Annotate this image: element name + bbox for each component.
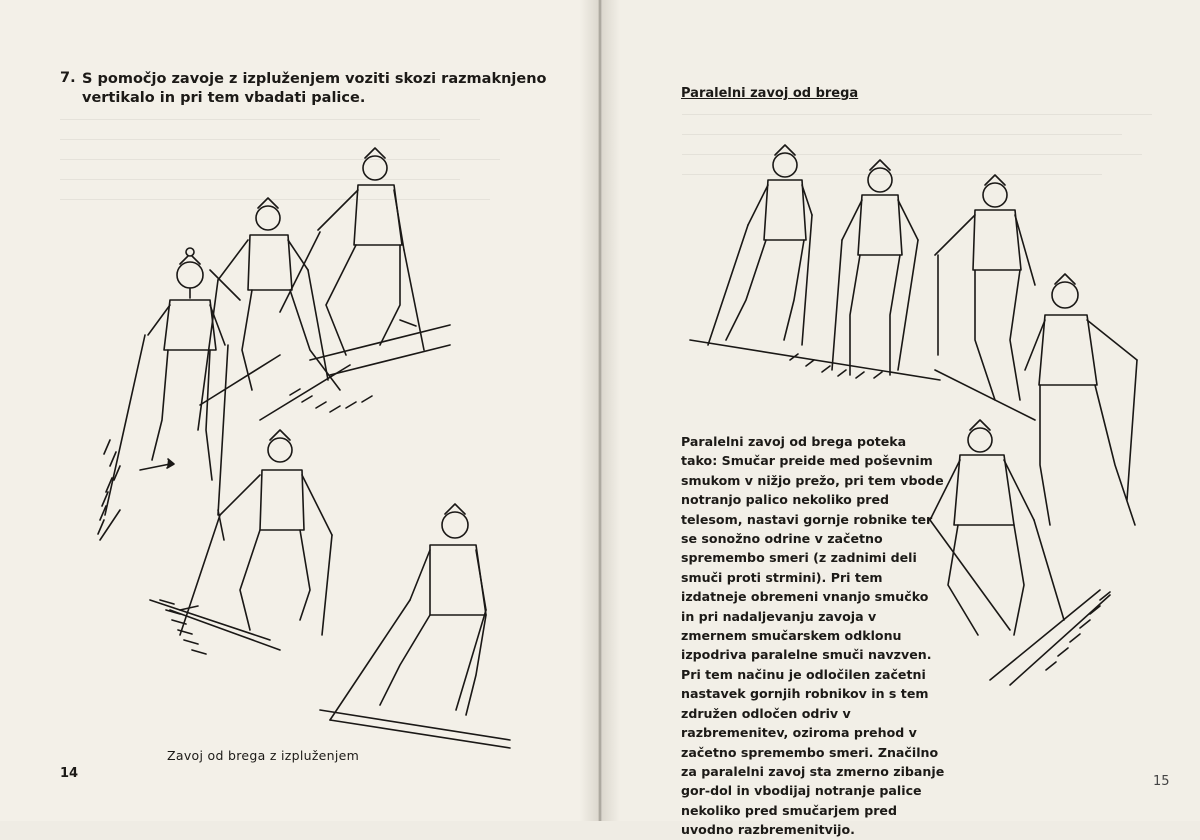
page-number-right: 15 (1153, 774, 1170, 789)
snowplough-turn-illustration (80, 140, 550, 760)
skier-figure (100, 248, 228, 540)
exercise-number: 7. (60, 70, 76, 86)
skier-figure (198, 198, 350, 430)
page-number-left: 14 (60, 766, 79, 781)
slope-hatching (98, 270, 372, 654)
illustration-caption: Zavoj od brega z izpluženjem (167, 748, 360, 763)
skier-figure (930, 420, 1110, 685)
skier-figure (320, 504, 510, 748)
exercise-heading: S pomočjo zavoje z izpluženjem voziti skozi razmaknjeno vertikalo in pri tem vbadati palice. (82, 71, 547, 106)
skier-figure (1025, 274, 1137, 525)
skier-figure (150, 430, 332, 650)
skier-figure (280, 148, 450, 375)
skier-figure (935, 175, 1035, 400)
left-page (0, 0, 598, 821)
section-body: Paralelni zavoj od brega poteka tako: Smučar preide med poševnim smukom v nižjo prežo, pri tem vbode notranjo palico nekoliko pred telesom, nastavi gornje robnike ter se sonožno odrine v začetno spremembo smeri (z zadnimi deli smuči proti strmini). Pri tem izdatneje obremeni vnanjo smučko in pri nadaljevanju zavoja v zmernem smučarskem odklonu izpodriva paralelne smuči navzven. Pri tem načinu je odločilen začetni nastavek gornjih robnikov in s tem združen odločen odriv v razbremenitev, oziroma prehod v začetno spremembo smeri. Značilno za paralelni zavoj sta zmerno zibanje gor-dol in vbodijaj notranje palice nekoliko pred smučarjem pred uvodno razbremenitvijo. (681, 434, 945, 838)
skier-figure (708, 145, 812, 345)
section-title: Paralelni zavoj od brega (681, 86, 859, 101)
skier-figure (832, 160, 918, 375)
book-gutter (580, 0, 620, 821)
